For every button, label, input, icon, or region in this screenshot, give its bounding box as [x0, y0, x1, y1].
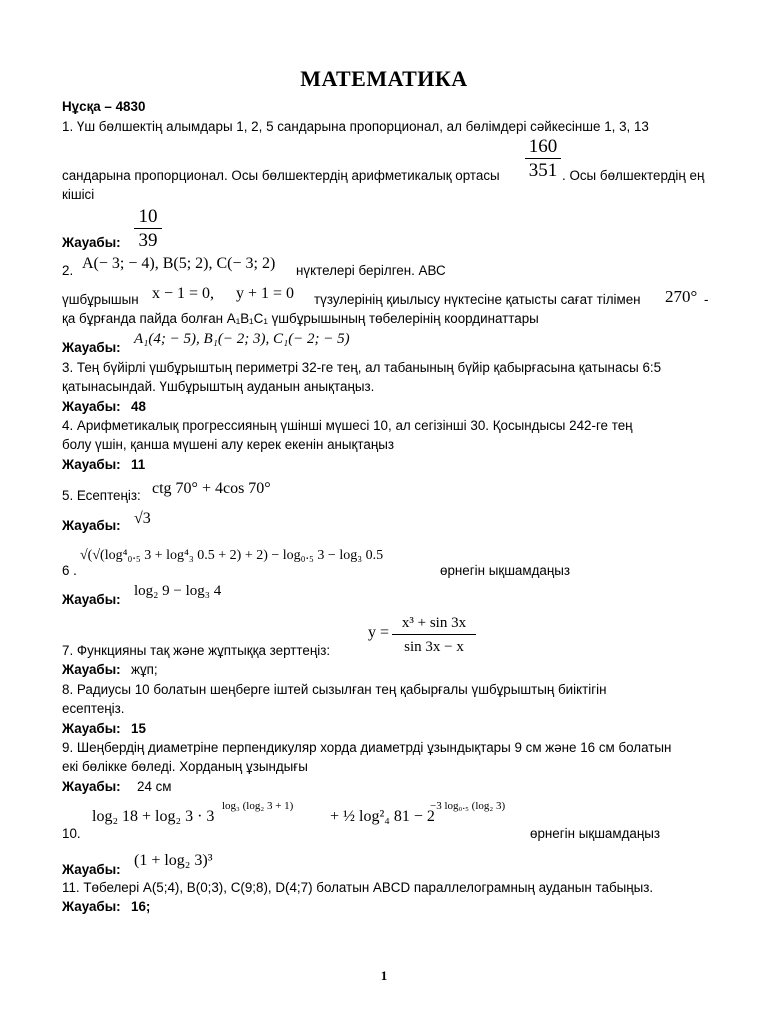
- q11-answer-label: Жауабы:: [62, 899, 121, 914]
- q10-exponent-b: −3 log₀.₅ (log₂ 3): [430, 800, 506, 812]
- q1-line2-end: . Осы бөлшектердің ең: [562, 168, 705, 183]
- q3-line2: қатынасындай. Үшбұрыштың ауданын анықтаңыз.: [62, 379, 375, 394]
- q7-numerator: x³ + sin 3x: [392, 612, 476, 635]
- q1-mean-denominator: 351: [528, 160, 558, 181]
- q2-text1: нүктелері берілген. АВС: [296, 263, 446, 278]
- q6-answer: log₂ 9 − log₃ 4: [134, 583, 222, 599]
- q5-expression: ctg 70° + 4cos 70°: [152, 480, 271, 497]
- q1-answer-denominator: 39: [138, 230, 158, 251]
- q8-answer: 15: [131, 721, 146, 736]
- q5-answer: √3: [134, 510, 151, 527]
- q1-line2: сандарына пропорционал. Осы бөлшектердің арифметикалық ортасы: [62, 168, 500, 183]
- q1-answer-fraction: [134, 206, 162, 253]
- page-title: МАТЕМАТИКА: [300, 66, 468, 91]
- q7-fraction: [392, 612, 476, 659]
- q2-text2a: үшбұрышын: [62, 292, 139, 307]
- q7-denominator: sin 3x − x: [404, 639, 464, 655]
- q4-line2: болу үшін, қанша мүшені алу керек екенін анықтаңыз: [62, 437, 395, 452]
- q10-answer: (1 + log₂ 3)³: [134, 852, 213, 869]
- q2-eq2: y + 1 = 0: [236, 285, 295, 302]
- q2-text3: қа бұрғанда пайда болған A₁B₁C₁ үшбұрышының төбелерінің координаттары: [62, 311, 539, 326]
- variant-label: Нұсқа – 4830: [62, 99, 146, 114]
- q7-answer-label: Жауабы:: [62, 662, 121, 677]
- q1-mean-numerator: 160: [525, 136, 561, 159]
- q3-answer-label: Жауабы:: [62, 399, 121, 414]
- q2-text2c: -: [704, 292, 709, 307]
- q6-answer-label: Жауабы:: [62, 592, 121, 607]
- q1-line3: кішісі: [62, 187, 95, 202]
- q2-answer-label: Жауабы:: [62, 340, 121, 355]
- q10-text: өрнегін ықшамдаңыз: [530, 826, 661, 841]
- q10-answer-label: Жауабы:: [62, 862, 121, 877]
- q6-number: 6 .: [62, 563, 77, 578]
- q1-answer-numerator: 10: [134, 206, 162, 229]
- q7-text: 7. Функцияны тақ және жұптыққа зерттеңіз:: [62, 643, 331, 658]
- q11-line1: 11. Төбелері A(5;4), B(0;3), C(9;8), D(4;7) болатын ABCD параллелограмның ауданын табыңыз.: [62, 880, 654, 895]
- q4-answer: 11: [131, 457, 146, 472]
- q7-answer: жұп;: [131, 662, 158, 677]
- q4-line1: 4. Арифметикалық прогрессияның үшінші мүшесі 10, ал сегізінші 30. Қосындысы 242-ге тең: [62, 418, 633, 433]
- q10-expression-a: log₂ 18 + log₂ 3 · 3: [92, 808, 215, 825]
- q1-mean-fraction: [525, 136, 561, 183]
- q4-answer-label: Жауабы:: [62, 457, 121, 472]
- q2-text2b: түзулерінің қиылысу нүктесіне қатысты сағат тілімен: [314, 292, 641, 307]
- q5-answer-label: Жауабы:: [62, 518, 121, 533]
- q11-answer: 16;: [131, 899, 151, 914]
- q2-eq1: x − 1 = 0,: [152, 285, 215, 302]
- q6-text: өрнегін ықшамдаңыз: [440, 563, 571, 578]
- q9-line1: 9. Шеңбердің диаметріне перпендикуляр хорда диаметрді ұзындықтары 9 см және 16 см болатын: [62, 740, 672, 755]
- q2-answer: A₁(4; − 5), B₁(− 2; 3), C₁(− 2; − 5): [134, 331, 350, 347]
- page-number: 1: [380, 968, 388, 983]
- q2-points: A(− 3; − 4), B(5; 2), C(− 3; 2): [82, 255, 276, 272]
- q2-angle: 270°: [665, 287, 698, 306]
- q10-expression-b: + ½ log²₄ 81 − 2: [330, 808, 435, 825]
- q10-exponent-a: log₃ (log₂ 3 + 1): [222, 800, 294, 812]
- q8-line2: есептеңіз.: [62, 701, 125, 716]
- q5-text: 5. Есептеңіз:: [62, 488, 141, 503]
- q6-expression: √(√(log⁴₀.₅ 3 + log⁴₃ 0.5 + 2) + 2) − log₀.₅ 3 − log₃ 0.5: [80, 548, 384, 563]
- q2-number: 2.: [62, 263, 74, 278]
- q9-line2: екі бөлікке бөледі. Хорданың ұзындығы: [62, 759, 308, 774]
- q3-line1: 3. Тең бүйірлі үшбұрыштың периметрі 32-ге тең, ал табанының бүйір қабырғасына қатынасы 6:5: [62, 360, 662, 375]
- q1-line1: 1. Үш бөлшектің алымдары 1, 2, 5 сандарына пропорционал, ал бөлімдері сәйкесінше 1, 3, 13: [62, 119, 649, 134]
- q9-answer-label: Жауабы:: [62, 779, 121, 794]
- q1-answer-label: Жауабы:: [62, 235, 121, 250]
- q10-number: 10.: [62, 826, 81, 841]
- q7-lhs: y =: [368, 624, 390, 641]
- q8-line1: 8. Радиусы 10 болатын шеңберге іштей сызылған тең қабырғалы үшбұрыштың биіктігін: [62, 682, 607, 697]
- q8-answer-label: Жауабы:: [62, 721, 121, 736]
- q9-answer: 24 см: [137, 779, 172, 794]
- q3-answer: 48: [131, 399, 146, 414]
